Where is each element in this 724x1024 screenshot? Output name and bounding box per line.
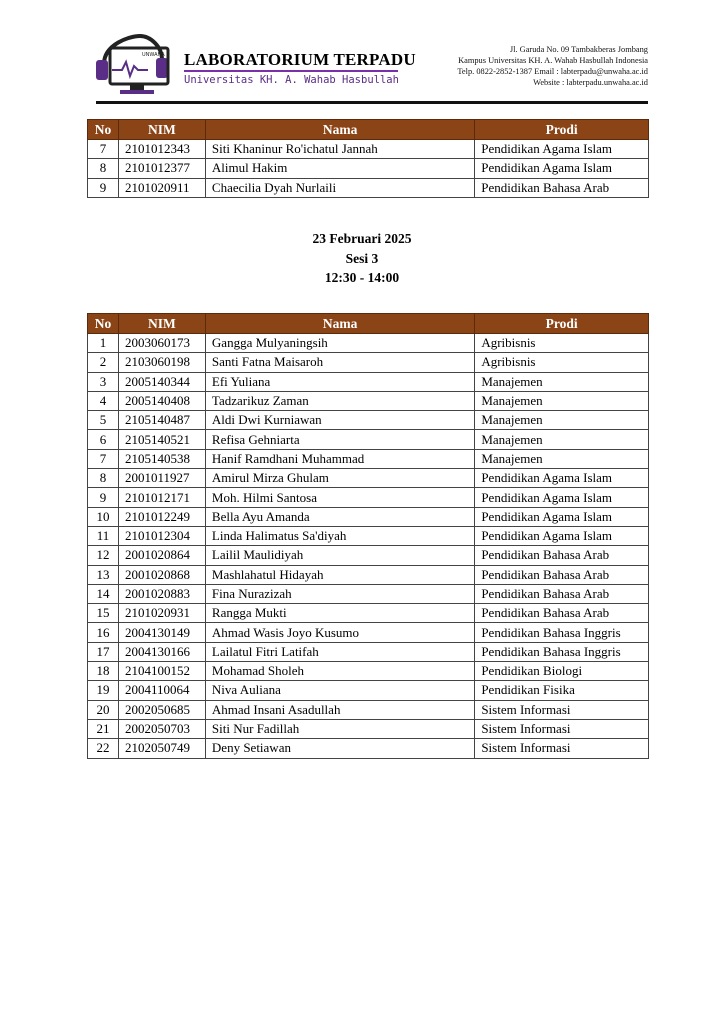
table-row <box>88 159 649 178</box>
header-no: No <box>88 120 119 140</box>
cell-nim: 2004130149 <box>118 623 205 642</box>
header-nama: Nama <box>205 120 474 140</box>
cell-prodi: Pendidikan Bahasa Arab <box>475 546 649 565</box>
cell-nama: Santi Fatna Maisaroh <box>205 353 474 372</box>
cell-no: 9 <box>88 178 119 197</box>
cell-nama: Alimul Hakim <box>205 159 474 178</box>
cell-nama: Mashlahatul Hidayah <box>205 565 474 584</box>
cell-no: 13 <box>88 565 119 584</box>
cell-prodi: Pendidikan Agama Islam <box>475 159 649 178</box>
table-row <box>88 739 649 758</box>
cell-nim: 2101020911 <box>118 178 205 197</box>
table-row <box>88 430 649 449</box>
table-row <box>88 662 649 681</box>
table-row <box>88 449 649 468</box>
cell-no: 4 <box>88 391 119 410</box>
cell-nim: 2005140344 <box>118 372 205 391</box>
letterhead <box>92 34 648 106</box>
header-no: No <box>88 314 119 334</box>
table-row <box>88 372 649 391</box>
cell-prodi: Sistem Informasi <box>475 719 649 738</box>
header-nim: NIM <box>118 314 205 334</box>
cell-nim: 2004130166 <box>118 642 205 661</box>
cell-prodi: Sistem Informasi <box>475 700 649 719</box>
table-row <box>88 584 649 603</box>
lab-headphone-monitor-logo <box>92 34 176 98</box>
cell-no: 15 <box>88 604 119 623</box>
cell-prodi: Manajemen <box>475 372 649 391</box>
cell-no: 20 <box>88 700 119 719</box>
cell-prodi: Sistem Informasi <box>475 739 649 758</box>
cell-no: 6 <box>88 430 119 449</box>
header-divider <box>96 101 648 104</box>
cell-nama: Mohamad Sholeh <box>205 662 474 681</box>
cell-nama: Moh. Hilmi Santosa <box>205 488 474 507</box>
cell-no: 7 <box>88 449 119 468</box>
cell-nim: 2001020864 <box>118 546 205 565</box>
roster-table-2 <box>87 313 649 759</box>
cell-nama: Aldi Dwi Kurniawan <box>205 411 474 430</box>
cell-prodi: Pendidikan Agama Islam <box>475 469 649 488</box>
header-prodi: Prodi <box>475 120 649 140</box>
cell-no: 1 <box>88 334 119 353</box>
cell-nama: Bella Ayu Amanda <box>205 507 474 526</box>
cell-nama: Rangga Mukti <box>205 604 474 623</box>
cell-no: 21 <box>88 719 119 738</box>
cell-nim: 2105140521 <box>118 430 205 449</box>
cell-no: 10 <box>88 507 119 526</box>
cell-nim: 2105140487 <box>118 411 205 430</box>
table-header-row <box>88 314 649 334</box>
cell-nim: 2001020868 <box>118 565 205 584</box>
cell-nama: Tadzarikuz Zaman <box>205 391 474 410</box>
cell-nama: Lailil Maulidiyah <box>205 546 474 565</box>
cell-prodi: Pendidikan Agama Islam <box>475 507 649 526</box>
cell-prodi: Pendidikan Agama Islam <box>475 140 649 159</box>
header-prodi: Prodi <box>475 314 649 334</box>
cell-prodi: Manajemen <box>475 391 649 410</box>
header-nim: NIM <box>118 120 205 140</box>
cell-no: 17 <box>88 642 119 661</box>
cell-nim: 2001011927 <box>118 469 205 488</box>
cell-no: 22 <box>88 739 119 758</box>
cell-no: 11 <box>88 526 119 545</box>
cell-nim: 2001020883 <box>118 584 205 603</box>
cell-prodi: Pendidikan Fisika <box>475 681 649 700</box>
table-row <box>88 353 649 372</box>
cell-prodi: Pendidikan Bahasa Inggris <box>475 623 649 642</box>
address-line: Jl. Garuda No. 09 Tambakberas Jombang <box>509 45 648 54</box>
table-row <box>88 623 649 642</box>
table-row <box>88 334 649 353</box>
table-header-row <box>88 120 649 140</box>
address-block <box>457 44 648 88</box>
header-nama: Nama <box>205 314 474 334</box>
cell-nim: 2103060198 <box>118 353 205 372</box>
cell-no: 14 <box>88 584 119 603</box>
cell-nama: Niva Auliana <box>205 681 474 700</box>
table-row <box>88 391 649 410</box>
title-underline <box>184 70 398 72</box>
cell-prodi: Agribisnis <box>475 334 649 353</box>
table-row <box>88 488 649 507</box>
cell-nama: Linda Halimatus Sa'diyah <box>205 526 474 545</box>
cell-nama: Ahmad Insani Asadullah <box>205 700 474 719</box>
cell-prodi: Pendidikan Bahasa Arab <box>475 584 649 603</box>
cell-nama: Fina Nurazizah <box>205 584 474 603</box>
cell-no: 18 <box>88 662 119 681</box>
cell-prodi: Manajemen <box>475 430 649 449</box>
address-line: Telp. 0822-2852-1387 Email : labterpadu@unwaha.ac.id <box>457 67 648 76</box>
table-row <box>88 411 649 430</box>
cell-nama: Efi Yuliana <box>205 372 474 391</box>
cell-nim: 2005140408 <box>118 391 205 410</box>
cell-no: 2 <box>88 353 119 372</box>
cell-no: 8 <box>88 469 119 488</box>
session-date: 23 Februari 2025 <box>312 231 412 246</box>
cell-no: 5 <box>88 411 119 430</box>
cell-nim: 2101012249 <box>118 507 205 526</box>
cell-no: 8 <box>88 159 119 178</box>
cell-nim: 2101012377 <box>118 159 205 178</box>
roster-table-1 <box>87 119 649 198</box>
lab-title: LABORATORIUM TERPADU <box>184 50 416 69</box>
cell-nama: Hanif Ramdhani Muhammad <box>205 449 474 468</box>
cell-prodi: Pendidikan Agama Islam <box>475 526 649 545</box>
cell-no: 7 <box>88 140 119 159</box>
table-row <box>88 565 649 584</box>
cell-nim: 2003060173 <box>118 334 205 353</box>
table-row <box>88 507 649 526</box>
cell-prodi: Pendidikan Bahasa Inggris <box>475 642 649 661</box>
cell-nim: 2002050703 <box>118 719 205 738</box>
cell-nim: 2101012304 <box>118 526 205 545</box>
table-row <box>88 681 649 700</box>
cell-nama: Siti Nur Fadillah <box>205 719 474 738</box>
session-name: Sesi 3 <box>345 251 379 266</box>
university-name: Universitas KH. A. Wahab Hasbullah <box>184 74 399 86</box>
cell-nim: 2101020931 <box>118 604 205 623</box>
cell-nim: 2004110064 <box>118 681 205 700</box>
cell-nama: Amirul Mirza Ghulam <box>205 469 474 488</box>
cell-nim: 2104100152 <box>118 662 205 681</box>
cell-nama: Chaecilia Dyah Nurlaili <box>205 178 474 197</box>
cell-nim: 2101012343 <box>118 140 205 159</box>
cell-nim: 2002050685 <box>118 700 205 719</box>
table-row <box>88 178 649 197</box>
cell-nama: Deny Setiawan <box>205 739 474 758</box>
cell-nim: 2101012171 <box>118 488 205 507</box>
table-row <box>88 469 649 488</box>
cell-nama: Ahmad Wasis Joyo Kusumo <box>205 623 474 642</box>
cell-prodi: Pendidikan Agama Islam <box>475 488 649 507</box>
cell-nim: 2102050749 <box>118 739 205 758</box>
cell-nim: 2105140538 <box>118 449 205 468</box>
table-row <box>88 604 649 623</box>
cell-no: 12 <box>88 546 119 565</box>
table-row <box>88 642 649 661</box>
cell-prodi: Pendidikan Bahasa Arab <box>475 604 649 623</box>
cell-prodi: Pendidikan Bahasa Arab <box>475 178 649 197</box>
table-row <box>88 526 649 545</box>
cell-prodi: Pendidikan Biologi <box>475 662 649 681</box>
table-row <box>88 546 649 565</box>
cell-no: 16 <box>88 623 119 642</box>
table-row <box>88 700 649 719</box>
cell-prodi: Manajemen <box>475 449 649 468</box>
address-line: Website : labterpadu.unwaha.ac.id <box>533 78 648 87</box>
address-line: Kampus Universitas KH. A. Wahab Hasbullah Indonesia <box>458 56 648 65</box>
cell-no: 3 <box>88 372 119 391</box>
table-row <box>88 140 649 159</box>
cell-prodi: Agribisnis <box>475 353 649 372</box>
cell-nama: Refisa Gehniarta <box>205 430 474 449</box>
cell-nama: Siti Khaninur Ro'ichatul Jannah <box>205 140 474 159</box>
svg-text:UNWAHA: UNWAHA <box>142 52 165 58</box>
cell-no: 9 <box>88 488 119 507</box>
cell-prodi: Pendidikan Bahasa Arab <box>475 565 649 584</box>
cell-prodi: Manajemen <box>475 411 649 430</box>
cell-nama: Gangga Mulyaningsih <box>205 334 474 353</box>
table-row <box>88 719 649 738</box>
cell-nama: Lailatul Fitri Latifah <box>205 642 474 661</box>
cell-no: 19 <box>88 681 119 700</box>
session-time: 12:30 - 14:00 <box>324 270 400 285</box>
